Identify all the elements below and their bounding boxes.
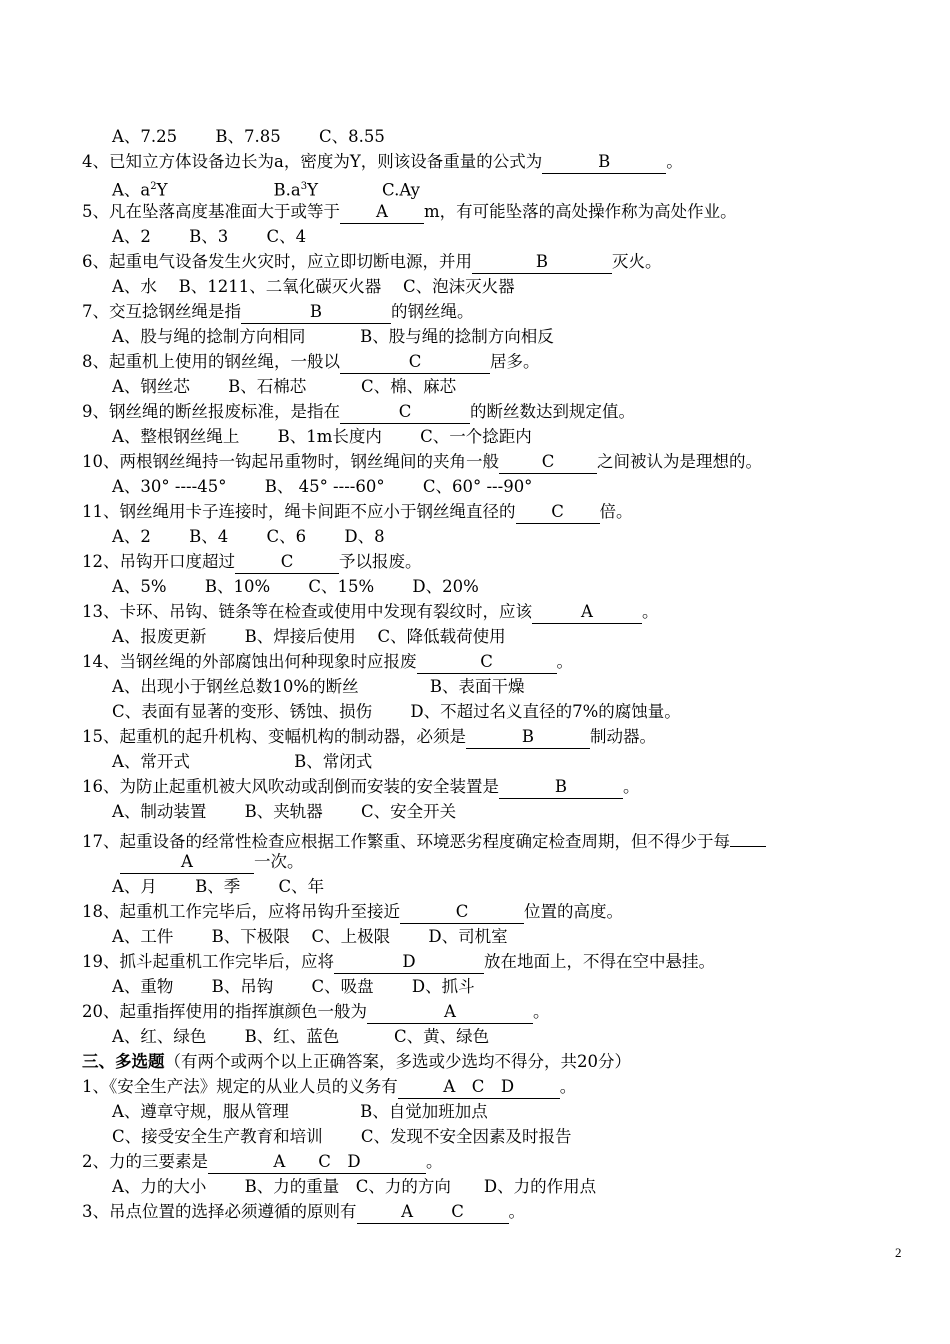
options-text: A、常开式 B、常闭式 bbox=[112, 752, 373, 771]
options-text: A、5% B、10% C、15% D、20% bbox=[112, 577, 479, 596]
question-15 bbox=[82, 725, 656, 749]
question-text: 7、交互捻钢丝绳是指 bbox=[82, 302, 241, 321]
question-suffix: 的钢丝绳。 bbox=[391, 302, 474, 321]
answer-blank: A bbox=[532, 602, 642, 624]
question-text: 18、起重机工作完毕后，应将吊钩升至接近 bbox=[82, 902, 400, 921]
answer-blank: A bbox=[120, 852, 254, 874]
question-text: 15、起重机的起升机构、变幅机构的制动器，必须是 bbox=[82, 727, 466, 746]
options-text: A、月 B、季 C、年 bbox=[112, 877, 325, 896]
options-text: C、表面有显著的变形、锈蚀、损伤 D、不超过名义直径的7%的腐蚀量。 bbox=[112, 702, 681, 721]
question-suffix: m，有可能坠落的高处操作称为高处作业。 bbox=[424, 202, 737, 221]
answer-blank: A C D bbox=[398, 1077, 560, 1099]
q20-options bbox=[112, 1025, 489, 1049]
question-text: 1、《安全生产法》规定的从业人员的义务有 bbox=[82, 1077, 398, 1096]
question-16 bbox=[82, 775, 640, 799]
question-text: 9、钢丝绳的断丝报废标准，是指在 bbox=[82, 402, 340, 421]
question-suffix: 。 bbox=[666, 152, 683, 171]
answer-blank: C bbox=[235, 552, 339, 574]
question-19 bbox=[82, 950, 715, 974]
answer-blank: A bbox=[367, 1002, 533, 1024]
m1-options-row-2 bbox=[112, 1125, 572, 1149]
q10-options bbox=[112, 475, 532, 499]
options-text: A、2 B、3 C、4 bbox=[112, 227, 307, 246]
answer-blank: B bbox=[472, 252, 612, 274]
options-text: A、力的大小 B、力的重量 C、力的方向 D、力的作用点 bbox=[112, 1177, 597, 1196]
question-text: 3、吊点位置的选择必须遵循的原则有 bbox=[82, 1202, 357, 1221]
answer-blank: C bbox=[499, 452, 597, 474]
question-11 bbox=[82, 500, 633, 524]
answer-blank: D bbox=[334, 952, 484, 974]
options-text: A、出现小于钢丝总数10%的断丝 B、表面干燥 bbox=[112, 677, 525, 696]
question-9 bbox=[82, 400, 635, 424]
q7-options bbox=[112, 325, 554, 349]
option-b-suffix: Y bbox=[307, 180, 319, 200]
options-text: A、7.25 B、7.85 C、8.55 bbox=[112, 127, 385, 146]
question-text: 10、两根钢丝绳持一钩起吊重物时，钢丝绳间的夹角一般 bbox=[82, 452, 499, 471]
question-text: 11、钢丝绳用卡子连接时，绳卡间距不应小于钢丝绳直径的 bbox=[82, 502, 516, 521]
answer-blank: A C bbox=[357, 1202, 509, 1224]
q5-options bbox=[112, 225, 306, 249]
q12-options bbox=[112, 575, 479, 599]
question-suffix: 灭火。 bbox=[612, 252, 662, 271]
q14-options-row-1 bbox=[112, 675, 524, 699]
options-text: A、红、绿色 B、红、蓝色 C、黄、绿色 bbox=[112, 1027, 490, 1046]
answer-blank: C bbox=[340, 402, 470, 424]
question-text: 17、起重设备的经常性检查应根据工作繁重、环境恶劣程度确定检查周期，但不得少于每 bbox=[82, 832, 730, 851]
q11-options bbox=[112, 525, 385, 549]
section-3-heading bbox=[82, 1050, 631, 1074]
options-text: A、2 B、4 C、6 D、8 bbox=[112, 527, 385, 546]
answer-blank: A C D bbox=[208, 1152, 426, 1174]
question-suffix: 位置的高度。 bbox=[524, 902, 623, 921]
question-text: 2、力的三要素是 bbox=[82, 1152, 208, 1171]
superscript: 2 bbox=[150, 181, 157, 192]
q8-options bbox=[112, 375, 456, 399]
question-suffix: 。 bbox=[556, 652, 573, 671]
option-b: B.a bbox=[273, 180, 301, 200]
question-10 bbox=[82, 450, 762, 474]
question-suffix: 予以报废。 bbox=[339, 552, 422, 571]
multi-question-1 bbox=[82, 1075, 576, 1099]
question-text: 6、起重电气设备发生火灾时，应立即切断电源，并用 bbox=[82, 252, 472, 271]
question-13 bbox=[82, 600, 659, 624]
options-text: A、工件 B、下极限 C、上极限 D、司机室 bbox=[112, 927, 508, 946]
options-text: A、制动装置 B、夹轨器 C、安全开关 bbox=[112, 802, 457, 821]
question-6 bbox=[82, 250, 662, 274]
question-suffix: 一次。 bbox=[254, 852, 304, 871]
question-suffix: 。 bbox=[533, 1002, 550, 1021]
section-title: 三、多选题 bbox=[82, 1052, 165, 1071]
answer-blank: A bbox=[340, 202, 424, 224]
q18-options bbox=[112, 925, 508, 949]
question-text: 5、凡在坠落高度基准面大于或等于 bbox=[82, 202, 340, 221]
question-18 bbox=[82, 900, 623, 924]
question-suffix: 制动器。 bbox=[590, 727, 656, 746]
question-text: 12、吊钩开口度超过 bbox=[82, 552, 235, 571]
options-text: A、水 B、1211、二氧化碳灭火器 C、泡沫灭火器 bbox=[112, 277, 515, 296]
answer-blank: C bbox=[516, 502, 600, 524]
question-17-continuation bbox=[120, 850, 304, 874]
q9-options bbox=[112, 425, 532, 449]
question-12 bbox=[82, 550, 422, 574]
question-suffix: 居多。 bbox=[490, 352, 540, 371]
question-suffix: 。 bbox=[642, 602, 659, 621]
question-text: 19、抓斗起重机工作完毕后，应将 bbox=[82, 952, 334, 971]
multi-question-2 bbox=[82, 1150, 443, 1174]
answer-blank: B bbox=[241, 302, 391, 324]
question-suffix: 倍。 bbox=[599, 502, 633, 521]
option-a-suffix: Y bbox=[156, 180, 168, 200]
question-5 bbox=[82, 200, 737, 224]
answer-blank: B bbox=[466, 727, 590, 749]
options-text: A、报废更新 B、焊接后使用 C、降低载荷使用 bbox=[112, 627, 506, 646]
option-a: A、a bbox=[112, 180, 151, 200]
q4-options bbox=[112, 175, 420, 199]
q13-options bbox=[112, 625, 506, 649]
q17-options bbox=[112, 875, 324, 899]
question-text: 8、起重机上使用的钢丝绳，一般以 bbox=[82, 352, 340, 371]
question-text: 14、当钢丝绳的外部腐蚀出何种现象时应报废 bbox=[82, 652, 417, 671]
question-suffix: 。 bbox=[426, 1152, 443, 1171]
options-text: A、30° ----45° B、 45° ----60° C、60° ---90° bbox=[112, 477, 533, 496]
answer-blank: B bbox=[542, 152, 666, 174]
question-text: 13、卡环、吊钩、链条等在检查或使用中发现有裂纹时，应该 bbox=[82, 602, 532, 621]
question-text: 20、起重指挥使用的指挥旗颜色一般为 bbox=[82, 1002, 367, 1021]
q14-options-row-2 bbox=[112, 700, 681, 724]
question-text: 16、为防止起重机被大风吹动或刮倒而安装的安全装置是 bbox=[82, 777, 499, 796]
q16-options bbox=[112, 800, 456, 824]
answer-blank-start bbox=[730, 825, 766, 847]
m1-options-row-1 bbox=[112, 1100, 488, 1124]
multi-question-3 bbox=[82, 1200, 525, 1224]
options-text: A、整根钢丝绳上 B、1m长度内 C、一个捻距内 bbox=[112, 427, 532, 446]
options-text: A、重物 B、吊钩 C、吸盘 D、抓斗 bbox=[112, 977, 475, 996]
question-7 bbox=[82, 300, 474, 324]
q19-options bbox=[112, 975, 475, 999]
options-text: C、接受安全生产教育和培训 C、发现不安全因素及时报告 bbox=[112, 1127, 572, 1146]
question-suffix: 。 bbox=[623, 777, 640, 796]
question-suffix: 。 bbox=[508, 1202, 525, 1221]
q6-options bbox=[112, 275, 515, 299]
options-text: A、遵章守规，服从管理 B、自觉加班加点 bbox=[112, 1102, 488, 1121]
question-4 bbox=[82, 150, 683, 174]
question-suffix: 。 bbox=[559, 1077, 577, 1096]
answer-blank: C bbox=[417, 652, 557, 674]
question-14 bbox=[82, 650, 573, 674]
question-8 bbox=[82, 350, 540, 374]
page-number: 2 bbox=[895, 1245, 902, 1260]
answer-blank: C bbox=[340, 352, 490, 374]
question-suffix: 放在地面上，不得在空中悬挂。 bbox=[484, 952, 715, 971]
answer-blank: C bbox=[400, 902, 524, 924]
q15-options bbox=[112, 750, 372, 774]
m2-options bbox=[112, 1175, 596, 1199]
question-suffix: 之间被认为是理想的。 bbox=[597, 452, 762, 471]
answer-blank: B bbox=[499, 777, 623, 799]
options-text: A、钢丝芯 B、石棉芯 C、棉、麻芯 bbox=[112, 377, 457, 396]
q3-options bbox=[112, 125, 385, 149]
options-text: A、股与绳的捻制方向相同 B、股与绳的捻制方向相反 bbox=[112, 327, 554, 346]
question-20 bbox=[82, 1000, 550, 1024]
question-suffix: 的断丝数达到规定值。 bbox=[470, 402, 635, 421]
question-text: 4、已知立方体设备边长为a，密度为Y，则该设备重量的公式为 bbox=[82, 152, 543, 171]
option-c: C.Ay bbox=[382, 180, 420, 200]
superscript: 3 bbox=[300, 181, 308, 192]
question-17 bbox=[82, 825, 766, 849]
section-note: （有两个或两个以上正确答案，多选或少选均不得分，共20分） bbox=[164, 1052, 631, 1071]
